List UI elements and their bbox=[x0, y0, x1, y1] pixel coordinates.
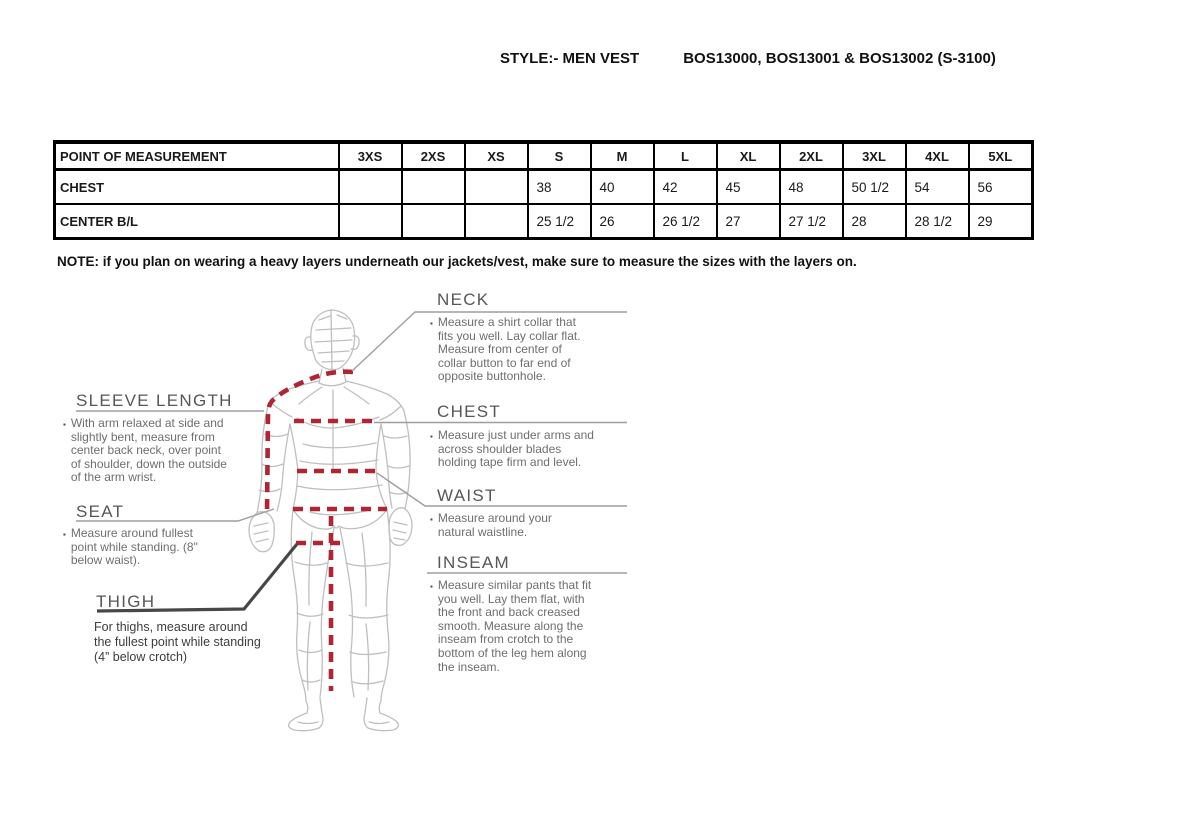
bullet-icon: ▪ bbox=[430, 582, 433, 591]
col-header-3xl: 3XL bbox=[843, 142, 906, 170]
style-label: STYLE:- MEN VEST bbox=[500, 50, 640, 67]
waist-heading: WAIST bbox=[437, 486, 497, 505]
col-header-3xs: 3XS bbox=[339, 142, 402, 170]
centerbl-s: 25 1/2 bbox=[528, 204, 591, 239]
col-header-2xs: 2XS bbox=[402, 142, 465, 170]
neck-heading: NECK bbox=[437, 290, 490, 309]
chest-s: 38 bbox=[528, 170, 591, 205]
col-header-s: S bbox=[528, 142, 591, 170]
col-header-xs: XS bbox=[465, 142, 528, 170]
chest-3xl: 50 1/2 bbox=[843, 170, 906, 205]
seat-heading: SEAT bbox=[76, 502, 125, 521]
bullet-icon: ▪ bbox=[430, 432, 433, 441]
bullet-icon: ▪ bbox=[430, 319, 433, 328]
centerbl-l: 26 1/2 bbox=[654, 204, 717, 239]
row-label-center-bl: CENTER B/L bbox=[55, 204, 339, 239]
centerbl-4xl: 28 1/2 bbox=[906, 204, 969, 239]
inseam-description: ▪ Measure similar pants that fit you well. Lay them flat, with the front and back creased smooth. Measure along the inseam from crotch to the bottom of the leg hem along the inseam. bbox=[430, 578, 592, 674]
thigh-description: For thighs, measure around the fullest point while standing (4” below crotch) bbox=[94, 620, 261, 664]
col-header-point-of-measurement: POINT OF MEASUREMENT bbox=[55, 142, 339, 170]
chest-xl: 45 bbox=[717, 170, 780, 205]
chest-4xl: 54 bbox=[906, 170, 969, 205]
waist-leader-line bbox=[377, 473, 627, 506]
note-text: NOTE: if you plan on wearing a heavy layers underneath our jackets/vest, make sure to measure the sizes with the layers on. bbox=[57, 254, 857, 269]
sleeve-length-heading: SLEEVE LENGTH bbox=[76, 391, 233, 410]
bullet-icon: ▪ bbox=[63, 530, 66, 539]
col-header-l: L bbox=[654, 142, 717, 170]
chest-2xl: 48 bbox=[780, 170, 843, 205]
inseam-heading: INSEAM bbox=[437, 553, 510, 572]
style-codes: BOS13000, BOS13001 & BOS13002 (S-3100) bbox=[683, 50, 996, 67]
waist-description: ▪ Measure around your natural waistline. bbox=[430, 511, 552, 539]
chest-m: 40 bbox=[591, 170, 654, 205]
centerbl-3xl: 28 bbox=[843, 204, 906, 239]
col-header-5xl: 5XL bbox=[969, 142, 1033, 170]
neck-description: ▪ Measure a shirt collar that fits you well. Lay collar flat. Measure from center of collar button to far end of opposite buttonhole. bbox=[430, 315, 581, 384]
chest-l: 42 bbox=[654, 170, 717, 205]
col-header-2xl: 2XL bbox=[780, 142, 843, 170]
thigh-heading: THIGH bbox=[96, 592, 156, 611]
centerbl-m: 26 bbox=[591, 204, 654, 239]
bullet-icon: ▪ bbox=[430, 515, 433, 524]
chest-heading: CHEST bbox=[437, 402, 502, 421]
sleeve-length-description: ▪ With arm relaxed at side and slightly bent, measure from center back neck, over point of shoulder, down the outside of the arm wrist. bbox=[63, 416, 227, 485]
col-header-4xl: 4XL bbox=[906, 142, 969, 170]
centerbl-xl: 27 bbox=[717, 204, 780, 239]
centerbl-2xl: 27 1/2 bbox=[780, 204, 843, 239]
centerbl-5xl: 29 bbox=[969, 204, 1033, 239]
chest-5xl: 56 bbox=[969, 170, 1033, 205]
col-header-m: M bbox=[591, 142, 654, 170]
seat-description: ▪ Measure around fullest point while standing. (8" below waist). bbox=[63, 526, 198, 568]
bullet-icon: ▪ bbox=[63, 420, 66, 429]
measurement-lines bbox=[267, 372, 387, 691]
chest-description: ▪ Measure just under arms and across shoulder blades holding tape firm and level. bbox=[430, 428, 594, 470]
sleeve-measure-line bbox=[267, 372, 353, 514]
col-header-xl: XL bbox=[717, 142, 780, 170]
row-label-chest: CHEST bbox=[55, 170, 339, 205]
